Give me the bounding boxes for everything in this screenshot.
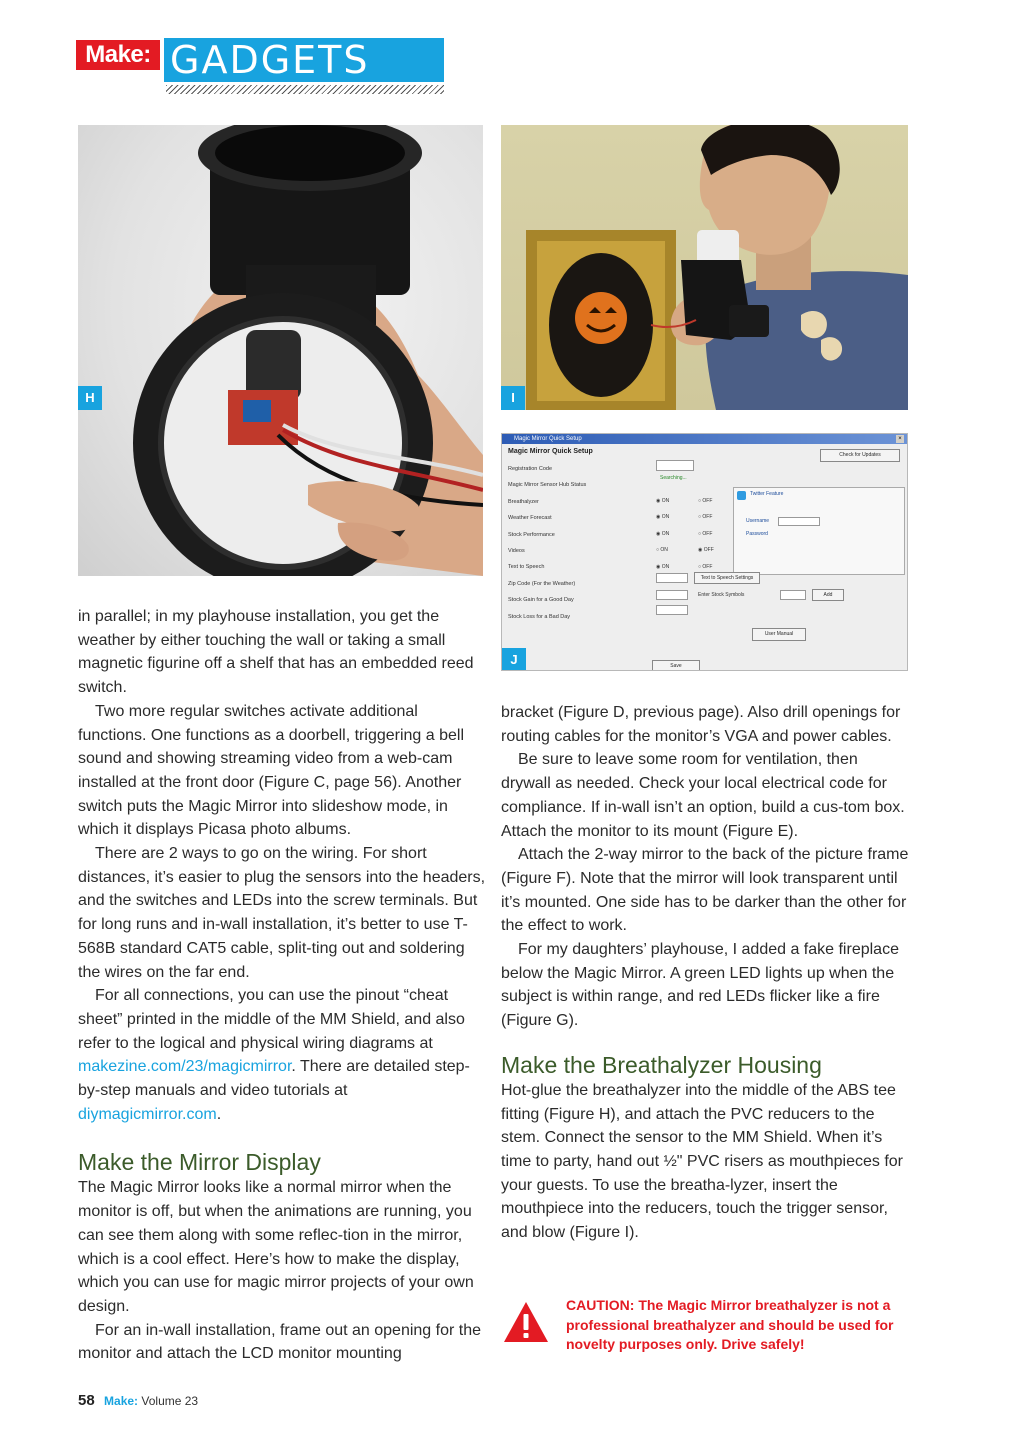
figure-j-label: J <box>502 648 526 671</box>
page-footer <box>78 1392 198 1409</box>
page-number: 58 <box>78 1392 95 1409</box>
twitter-icon <box>737 491 746 500</box>
window-title: Magic Mirror Quick Setup <box>514 436 582 442</box>
figure-h-label: H <box>78 386 102 410</box>
figure-i-label: I <box>501 386 525 410</box>
off-radio-column <box>698 493 714 575</box>
logo-hatch-decoration <box>166 85 444 94</box>
warning-icon <box>503 1300 549 1344</box>
paragraph: Attach the 2-way mirror to the back of the picture frame (Figure F). Note that the mirror will look transparent until it’s mounted. One side has to be darker than the other for the effect to work. <box>501 846 909 935</box>
on-radio: ◉ ON <box>656 530 670 537</box>
settings-row-label: Stock Loss for a Bad Day <box>508 613 571 620</box>
zip-code-field <box>656 573 688 583</box>
on-radio: ○ ON <box>656 547 668 554</box>
stock-symbol-field <box>780 590 806 600</box>
off-radio: ○ OFF <box>698 498 713 504</box>
check-updates-button: Check for Updates <box>820 449 900 462</box>
settings-row-label: Breathalyzer <box>508 498 539 505</box>
on-radio: ◉ ON <box>656 514 670 521</box>
off-radio: ◉ OFF <box>698 547 714 554</box>
paragraph: in parallel; in my playhouse installation, you get the weather by either touching the wall or taking a small magnetic figurine off a shelf that has an embedded reed switch. <box>78 608 474 697</box>
make-logo: Make: <box>76 40 160 70</box>
username-label: Username <box>746 518 770 524</box>
settings-row-label: Weather Forecast <box>508 515 552 522</box>
paragraph: For my daughters’ playhouse, I added a fake fireplace below the Magic Mirror. A green LED lights up when the subject is within range, and red LEDs flicker like a fire (Figure G). <box>501 941 899 1030</box>
paragraph: Be sure to leave some room for ventilation, then drywall as needed. Check your local electrical code for compliance. If in-wall isn’t an option, build a cus-tom box. Attach the monitor to its mount (Figure E). <box>501 751 905 840</box>
right-column-text <box>501 701 909 1245</box>
add-stock-button: Add <box>812 589 844 601</box>
caution-note: CAUTION: The Magic Mirror breathalyzer is not a professional breathalyzer and should be used for novelty purposes only. Drive safely! <box>566 1297 894 1352</box>
heading-breathalyzer-housing: Make the Breathalyzer Housing <box>501 1051 822 1078</box>
off-radio: ○ OFF <box>698 514 713 521</box>
paragraph: For all connections, you can use the pinout “cheat sheet” printed in the middle of the MM Shield, and also refer to the logical and physical wiring diagrams at makezine.com/23/magicmirror. There are detailed step-by-step manuals and video tutorials at diymagicmirror.com. <box>78 987 470 1123</box>
user-manual-button: User Manual <box>752 628 806 641</box>
figure-j-screenshot <box>501 433 908 671</box>
panel-title: Magic Mirror Quick Setup <box>508 448 593 455</box>
tts-settings-button: Text to Speech Settings <box>694 572 760 584</box>
gadgets-logo: GADGETS <box>164 38 444 82</box>
off-radio: ○ OFF <box>698 530 713 537</box>
stock-loss-field <box>656 605 688 615</box>
username-field <box>778 517 820 526</box>
figure-i-photo <box>501 125 908 410</box>
footer-make-label: Make: <box>104 1394 139 1408</box>
settings-row-label: Stock Performance <box>508 531 555 538</box>
close-icon: × <box>896 435 904 443</box>
settings-row-label: Registration Code <box>508 466 553 472</box>
heading-mirror-display: Make the Mirror Display <box>78 1149 321 1176</box>
paragraph: Two more regular switches activate additional functions. One functions as a doorbell, triggering a bell sound and showing streaming video from a web-cam installed at the front door (Figure C, page 56). Another switch puts the Magic Mirror into slideshow mode, in which it displays Picasa photo albums. <box>78 702 465 839</box>
twitter-settings-panel <box>733 487 905 575</box>
paragraph: bracket (Figure D, previous page). Also drill openings for routing cables for the monitor’s VGA and power cables. <box>501 704 901 745</box>
makezine-link[interactable]: makezine.com/23/magicmirror <box>78 1058 292 1076</box>
off-radio: ○ OFF <box>698 563 713 570</box>
on-radio: ◉ ON <box>656 498 670 504</box>
paragraph: For an in-wall installation, frame out an opening for the monitor and attach the LCD monitor mounting <box>78 1321 481 1363</box>
breathalyzer-tee-illustration <box>78 125 483 576</box>
twitter-feature-label: Twitter Feature <box>750 491 784 497</box>
hub-status-text: Searching... <box>660 475 687 481</box>
on-radio-column <box>656 493 669 575</box>
on-radio: ◉ ON <box>656 563 670 570</box>
settings-row-label: Text to Speech <box>508 564 545 571</box>
stock-gain-field <box>656 590 688 600</box>
paragraph: There are 2 ways to go on the wiring. For short distances, it’s easier to plug the sensors into the headers, and the switches and LEDs into the screw terminals. But for long runs and in-wall installation, it’s better to use T-568B standard CAT5 cable, split-ting out and soldering the wires on the far end. <box>78 845 486 981</box>
save-button: Save <box>652 660 700 671</box>
enter-stock-label: Enter Stock Symbols <box>698 592 745 598</box>
settings-row-labels <box>508 461 648 625</box>
password-label: Password <box>746 531 768 537</box>
left-column-text <box>78 605 486 1366</box>
figure-h-photo <box>78 125 483 576</box>
settings-row-label: Videos <box>508 548 525 555</box>
window-titlebar <box>502 434 907 444</box>
paragraph: The Magic Mirror looks like a normal mirror when the monitor is off, but when the animations are running, you can see them along with some reflec-tion in the mirror, which is a cool effect. Here’s how to make the display, which you can use for magic mirror projects of your own design. <box>78 1179 474 1315</box>
diymagicmirror-link[interactable]: diymagicmirror.com <box>78 1105 217 1123</box>
settings-row-label: Zip Code (For the Weather) <box>508 580 576 587</box>
footer-volume: Volume 23 <box>141 1394 199 1408</box>
settings-row-label: Stock Gain for a Good Day <box>508 597 574 604</box>
paragraph: Hot-glue the breathalyzer into the middle of the ABS tee fitting (Figure H), and attach the PVC reducers to the stem. Connect the sensor to the MM Shield. When it’s time to party, hand out ½" PVC risers as mouthpieces for your guests. To use the breatha-lyzer, insert the mouthpiece into the reducers, touch the trigger sensor, and blow (Figure I). <box>501 1081 904 1242</box>
man-using-breathalyzer-illustration <box>501 125 908 410</box>
registration-code-field <box>656 460 694 471</box>
settings-row-label: Magic Mirror Sensor Hub Status <box>508 482 587 489</box>
